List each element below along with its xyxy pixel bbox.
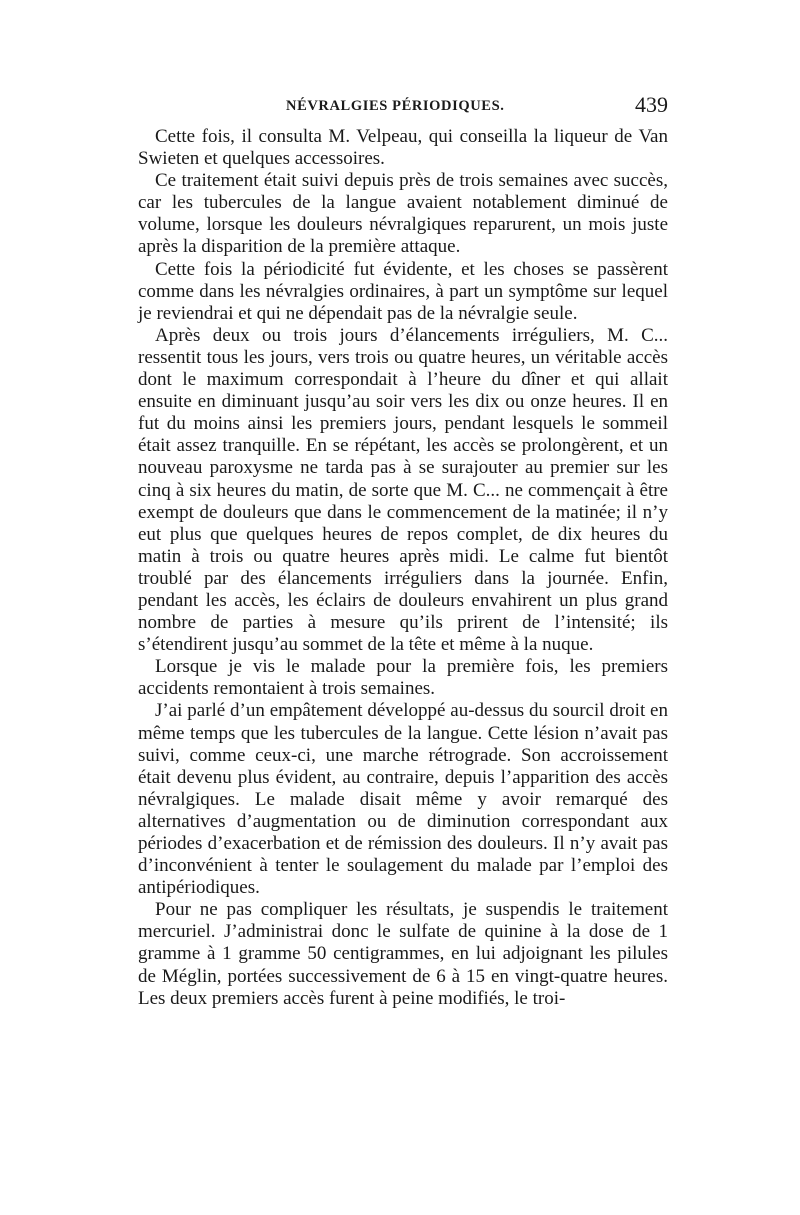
body-text <box>138 126 668 1010</box>
paragraph: Cette fois, il consulta M. Velpeau, qui conseilla la liqueur de Van Swieten et quelques accessoires. <box>138 126 668 170</box>
book-page <box>138 92 668 1010</box>
paragraph: Pour ne pas compliquer les résultats, je suspendis le traitement mercuriel. J’administrai donc le sulfate de quinine à la dose de 1 gramme à 1 gramme 50 centigrammes, en lui adjoignant les pilules de Méglin, portées successivement de 6 à 15 en vingt-quatre heures. Les deux premiers accès furent à peine modifiés, le troi- <box>138 899 668 1009</box>
paragraph: Cette fois la périodicité fut évidente, et les choses se passèrent comme dans les névralgies ordinaires, à part un symptôme sur lequel je reviendrai et qui ne dépendait pas de la névralgie seule. <box>138 258 668 324</box>
paragraph: J’ai parlé d’un empâtement développé au-dessus du sourcil droit en même temps que les tubercules de la langue. Cette lésion n’avait pas suivi, comme ceux-ci, une marche rétrograde. Son accroissement était devenu plus évident, au contraire, depuis l’apparition des accès névralgiques. Le malade disait même y avoir remarqué des alternatives d’augmentation ou de diminution correspondant aux périodes d’exacerbation et de rémission des douleurs. Il n’y avait pas d’inconvénient à tenter le soulagement du malade par l’emploi des antipériodiques. <box>138 700 668 899</box>
running-title: NÉVRALGIES PÉRIODIQUES. <box>286 98 505 114</box>
paragraph: Après deux ou trois jours d’élancements irréguliers, M. C... ressentit tous les jours, vers trois ou quatre heures, un véritable accès dont le maximum correspondait à l’heure du dîner et qui allait ensuite en diminuant jusqu’au soir vers les dix ou onze heures. Il en fut du moins ainsi les premiers jours, pendant lesquels le sommeil était assez tranquille. En se répétant, les accès se prolongèrent, et un nouveau paroxysme ne tarda pas à se surajouter au premier sur les cinq à six heures du matin, de sorte que M. C... ne commençait à être exempt de douleurs que dans le commencement de la matinée; il n’y eut plus que quelques heures de repos complet, de dix heures du matin à trois ou quatre heures après midi. Le calme fut bientôt troublé par des élancements irréguliers dans la journée. Enfin, pendant les accès, les éclairs de douleurs envahirent un plus grand nombre de parties à mesure qu’ils prirent de l’intensité; ils s’étendirent jusqu’au sommet de la tête et même à la nuque. <box>138 324 668 656</box>
page-header <box>138 92 668 126</box>
page-number: 439 <box>635 92 668 117</box>
paragraph: Lorsque je vis le malade pour la première fois, les premiers accidents remontaient à trois semaines. <box>138 656 668 700</box>
paragraph: Ce traitement était suivi depuis près de trois semaines avec succès, car les tubercules de la langue avaient notablement diminué de volume, lorsque les douleurs névralgiques reparurent, un mois juste après la disparition de la première attaque. <box>138 170 668 258</box>
